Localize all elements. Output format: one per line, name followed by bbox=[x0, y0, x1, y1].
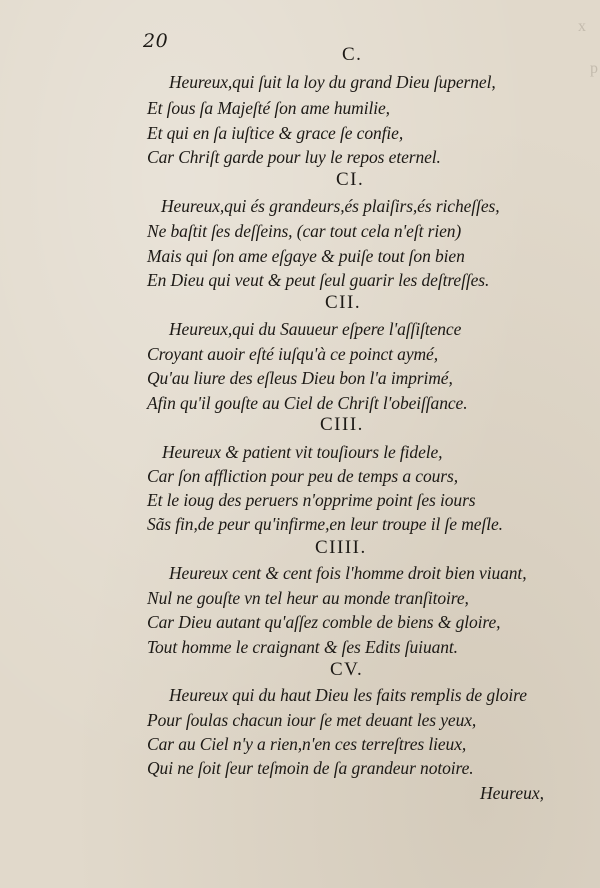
verse-line: Car Chriſt garde pour luy le repos eternel. bbox=[147, 147, 441, 167]
verse-line: Heureux & patient vit touſiours le fidele, bbox=[162, 442, 443, 462]
verse-line: Et ſous ſa Majeſté ſon ame humilie, bbox=[147, 98, 390, 118]
verse-line: Et qui en ſa iuſtice & grace ſe confie, bbox=[147, 123, 404, 143]
section-heading: CII. bbox=[325, 292, 362, 313]
verse-line: Ne baſtit ſes deſſeins, (car tout cela n'eſt rien) bbox=[147, 221, 462, 241]
verse-line: Heureux,qui du Sauueur eſpere l'aſſiſtence bbox=[169, 319, 462, 339]
section-heading: C. bbox=[342, 44, 363, 65]
section-heading: CIII. bbox=[320, 414, 364, 435]
verse-line: Heureux,qui és grandeurs,és plaiſirs,és richeſſes, bbox=[161, 196, 500, 216]
verse-line: Mais qui ſon ame eſgaye & puiſe tout ſon bien bbox=[147, 246, 465, 266]
verse-line: Heureux cent & cent fois l'homme droit bien viuant, bbox=[169, 563, 527, 583]
bleed-through-mark: p bbox=[590, 60, 598, 77]
verse-line: Tout homme le craignant & ſes Edits ſuiuant. bbox=[147, 637, 458, 657]
section-heading: CI. bbox=[336, 169, 365, 190]
verse-line: Et le ioug des peruers n'opprime point ſes iours bbox=[147, 490, 476, 510]
catchword: Heureux, bbox=[480, 783, 544, 803]
page-number: 20 bbox=[143, 30, 169, 52]
verse-line: Pour ſoulas chacun iour ſe met deuant les yeux, bbox=[147, 710, 477, 730]
verse-line: Heureux,qui ſuit la loy du grand Dieu ſupernel, bbox=[169, 72, 496, 92]
verse-line: Heureux qui du haut Dieu les faits remplis de gloire bbox=[169, 685, 527, 705]
section-heading: CV. bbox=[330, 659, 364, 680]
verse-line: Car au Ciel n'y a rien,n'en ces terreſtres lieux, bbox=[147, 734, 467, 754]
verse-line: Afin qu'il gouſte au Ciel de Chriſt l'obeiſſance. bbox=[147, 393, 468, 413]
verse-line: En Dieu qui veut & peut ſeul guarir les deſtreſſes. bbox=[147, 270, 490, 290]
bleed-through-mark: x bbox=[578, 18, 586, 35]
section-heading: CIIII. bbox=[315, 537, 367, 558]
verse-line: Sãs fin,de peur qu'infirme,en leur troupe il ſe meſle. bbox=[147, 514, 503, 534]
verse-line: Qui ne ſoit ſeur teſmoin de ſa grandeur notoire. bbox=[147, 758, 474, 778]
verse-line: Car Dieu autant qu'aſſez comble de biens & gloire, bbox=[147, 612, 501, 632]
verse-line: Car ſon affliction pour peu de temps a cours, bbox=[147, 466, 458, 486]
verse-line: Nul ne gouſte vn tel heur au monde tranſitoire, bbox=[147, 588, 469, 608]
verse-line: Croyant auoir eſté iuſqu'à ce poinct aymé, bbox=[147, 344, 438, 364]
verse-line: Qu'au liure des eſleus Dieu bon l'a imprimé, bbox=[147, 368, 453, 388]
